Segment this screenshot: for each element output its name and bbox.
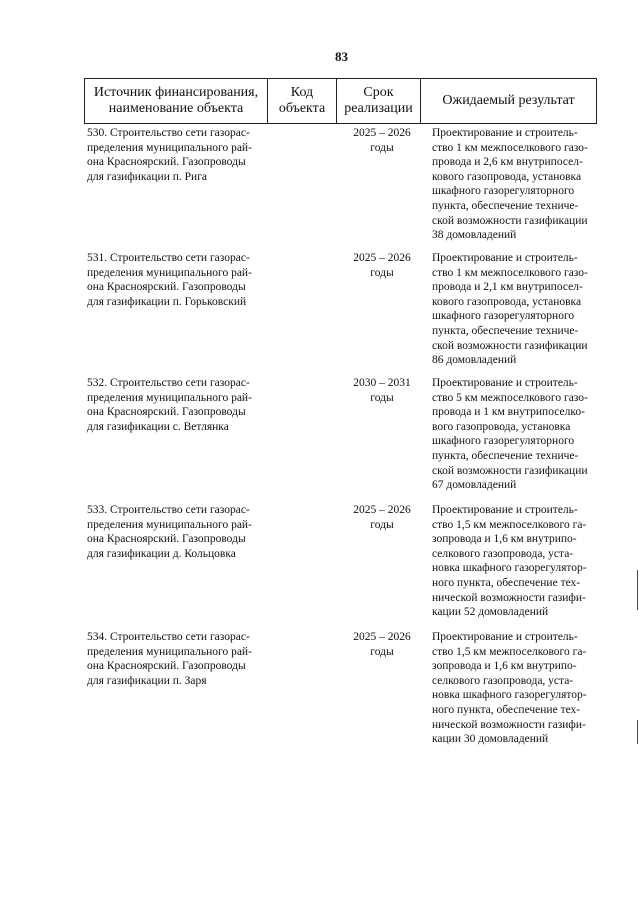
object-name: 534. Строительство сети газорас- пределения муниципального рай- она Красноярский. Газопроводы для газификации п. Заря [87, 631, 252, 687]
scan-edge-mark [637, 720, 638, 744]
header-term: Срок реализации [337, 79, 421, 123]
expected-result: Проектирование и строитель- ство 1 км межпоселкового газо- провода и 2,6 км внутрипосел- кового газопровода, установка шкафного газорегуляторного пункта, обеспечение техниче- ской возможности газификации 38 домовладений [432, 127, 588, 242]
page-number: 83 [335, 49, 348, 64]
implementation-term: 2025 – 2026 годы [353, 252, 411, 279]
header-code: Код объекта [268, 79, 337, 123]
implementation-term: 2025 – 2026 годы [353, 504, 411, 531]
implementation-term: 2030 – 2031 годы [353, 377, 411, 404]
implementation-term: 2025 – 2026 годы [353, 127, 411, 154]
scan-edge-mark [637, 570, 638, 610]
implementation-term: 2025 – 2026 годы [353, 631, 411, 658]
expected-result: Проектирование и строитель- ство 5 км межпоселкового газо- провода и 1 км внутрипоселко- вого газопровода, установка шкафного газорегуляторного пункта, обеспечение техниче- ской возможности газификации 67 домовладений [432, 377, 588, 492]
object-name: 532. Строительство сети газорас- пределения муниципального рай- она Красноярский. Газопроводы для газификации с. Ветлянка [87, 377, 252, 433]
expected-result: Проектирование и строитель- ство 1 км межпоселкового газо- провода и 2,1 км внутрипосел- кового газопровода, установка шкафного газорегуляторного пункта, обеспечение техниче- ской возможности газификации 86 домовладений [432, 252, 588, 367]
object-name: 531. Строительство сети газорас- пределения муниципального рай- она Красноярский. Газопроводы для газификации п. Горьковский [87, 252, 252, 308]
object-name: 530. Строительство сети газорас- пределения муниципального рай- она Красноярский. Газопроводы для газификации п. Рига [87, 127, 252, 183]
table-header [84, 78, 597, 124]
object-name: 533. Строительство сети газорас- пределения муниципального рай- она Красноярский. Газопроводы для газификации д. Кольцовка [87, 504, 252, 560]
header-source: Источник финансирования, наименование объекта [84, 79, 268, 123]
expected-result: Проектирование и строитель- ство 1,5 км межпоселкового га- зопровода и 1,6 км внутрипо- селкового газопровода, уста- новка шкафного газорегулятор- ного пункта, обеспечение тех- нической возможности газифи- кации 30 домовладений [432, 631, 587, 746]
header-result: Ожидаемый результат [421, 79, 597, 123]
expected-result: Проектирование и строитель- ство 1,5 км межпоселкового га- зопровода и 1,6 км внутрипо- селкового газопровода, уста- новка шкафного газорегулятор- ного пункта, обеспечение тех- нической возможности газифи- кации 52 домовладений [432, 504, 587, 619]
